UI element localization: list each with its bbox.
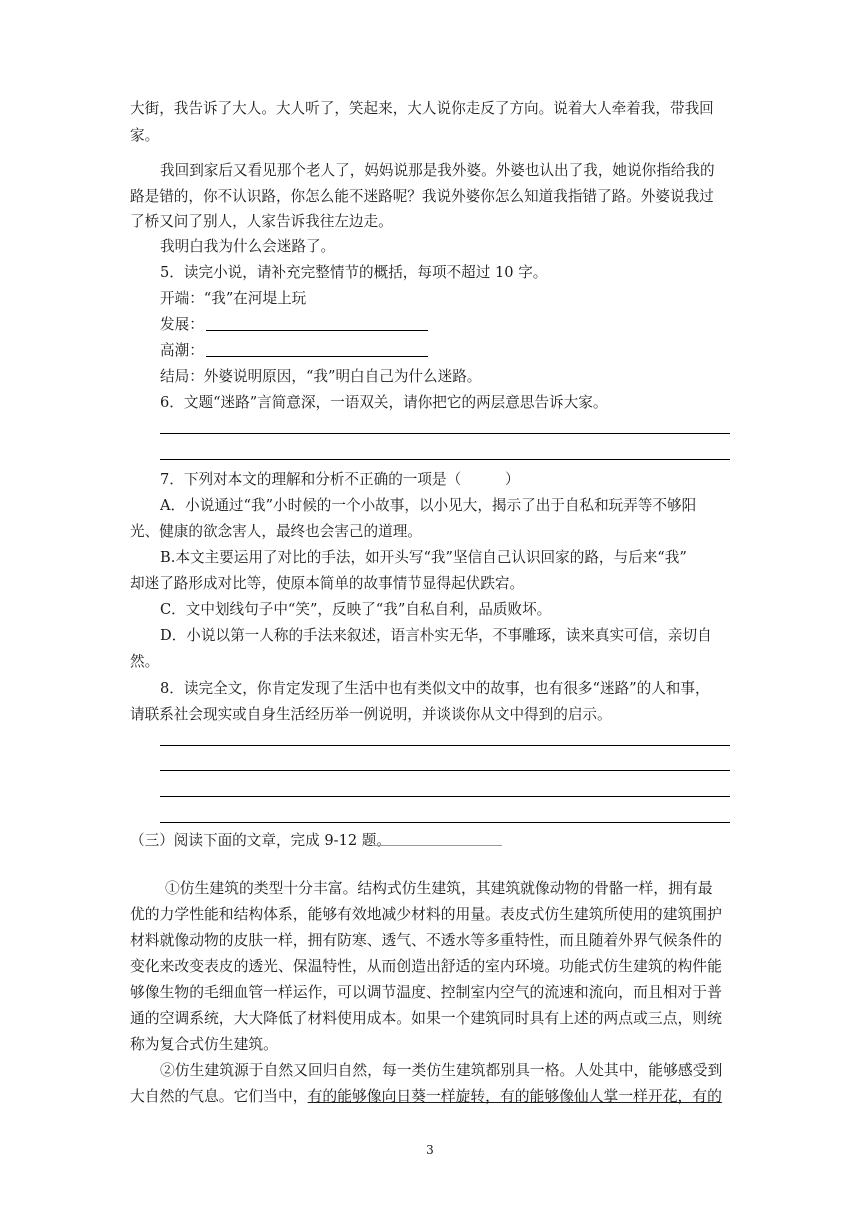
story-line: 家。 [130,127,160,144]
passage-line: 通的空调系统，大大降低了材料使用成本。如果一个建筑同时具有上述的两点或三点，则统 [130,1010,722,1027]
story-line: 了桥又问了别人，人家告诉我往左边走。 [130,213,393,230]
answer-blank-development[interactable] [206,316,428,331]
answer-line[interactable] [160,770,730,771]
section3-heading: （三）阅读下面的文章，完成 9-12 题。 [130,832,391,849]
passage-line: ①仿生建筑的类型十分丰富。结构式仿生建筑，其建筑就像动物的骨骼一样，拥有最 [165,880,713,897]
q7-prompt: 7．下列对本文的理解和分析不正确的一项是（ ） [160,471,520,488]
q5-development [160,315,760,335]
story-line: 大街，我告诉了大人。大人听了，笑起来，大人说你走反了方向。说着大人牵着我，带我回 [130,100,714,117]
answer-line[interactable] [160,822,730,823]
answer-line[interactable] [160,796,730,797]
q5-climax-label: 高潮： [160,342,204,359]
answer-blank-climax[interactable] [206,342,428,357]
q5-development-label: 发展： [160,316,204,333]
passage-line: 优的力学性能和结构体系，能够有效地减少材料的用量。表皮式仿生建筑所使用的建筑围护 [130,906,722,923]
q5-start: 开端：“我”在河堤上玩 [160,290,307,307]
q7-option-c: C．文中划线句子中“笑”，反映了“我”自私自利，品质败坏。 [160,601,552,618]
story-line: 我回到家后又看见那个老人了，妈妈说那是我外婆。外婆也认出了我，她说你指给我的 [160,162,715,179]
q8-prompt-cont: 请联系社会现实或自身生活经历举一例说明，并谈谈你从文中得到的启示。 [130,706,612,723]
passage-line [130,1087,730,1107]
passage-line: 材料就像动物的皮肤一样，拥有防寒、透气、不透水等多重特性，而且随着外界气候条件的 [130,932,722,949]
passage-line: 变化来改变表皮的透光、保温特性，从而创造出舒适的室内环境。功能式仿生建筑的构件能 [130,958,722,975]
q5-climax [160,341,760,361]
q7-option-a: A．小说通过“我”小时候的一个小故事，以小见大，揭示了出于自私和玩弄等不够阳 [160,497,697,514]
underlined-sentence: 有的能够像向日葵一样旋转，有的能够像仙人掌一样开花，有的 [307,1088,722,1105]
passage-line: 够像生物的毛细血管一样运作，可以调节温度、控制室内空气的流速和流向，而且相对于普 [130,984,722,1001]
answer-line[interactable] [160,433,730,434]
passage-line: ②仿生建筑源于自然又回归自然，每一类仿生建筑都别具一格。人处其中，能够感受到 [160,1062,723,1079]
section-divider [372,845,502,846]
story-line: 路是错的，你不认识路，你怎么能不迷路呢？我说外婆你怎么知道我指错了路。外婆说我过 [130,188,714,205]
page-number: 3 [426,1143,434,1157]
q7-option-b: B.本文主要运用了对比的手法，如开头写“我”坚信自己认识回家的路，与后来“我” [160,549,687,566]
q8-prompt: 8．读完全文，你肯定发现了生活中也有类似文中的故事，也有很多“迷路”的人和事， [160,680,710,697]
answer-line[interactable] [160,459,730,460]
story-line: 我明白我为什么会迷路了。 [160,238,336,255]
passage-text: 大自然的气息。它们当中， [130,1088,308,1105]
passage-line: 称为复合式仿生建筑。 [130,1036,278,1053]
q7-option-a-cont: 光、健康的欲念害人，最终也会害己的道理。 [130,523,422,540]
q7-option-d: D．小说以第一人称的手法来叙述，语言朴实无华，不事雕琢，读来真实可信，亲切自 [160,627,712,644]
q5-prompt: 5．读完小说，请补充完整情节的概括，每项不超过 10 字。 [160,264,548,281]
q5-ending: 结局：外婆说明原因，“我”明白自己为什么迷路。 [160,368,482,385]
answer-line[interactable] [160,745,730,746]
q7-option-d-cont: 然。 [130,653,160,670]
q7-option-b-cont: 却迷了路形成对比等，使原本简单的故事情节显得起伏跌宕。 [130,575,525,592]
q6-prompt: 6．文题“迷路”言简意深，一语双关，请你把它的两层意思告诉大家。 [160,394,608,411]
